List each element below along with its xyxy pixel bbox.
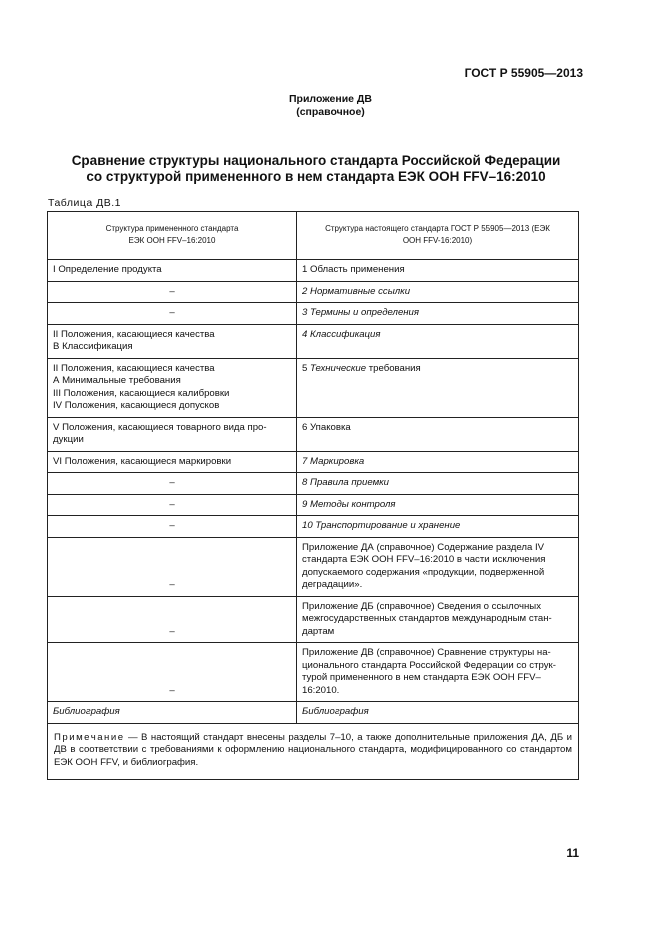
bibliography-right: Библиография [297,702,579,724]
appendix-line: 16:2010. [302,684,340,696]
appendix-line: дартам [302,625,335,637]
left-cell-line: V Положения, касающиеся товарного вида про- [53,421,267,433]
right-cell [297,358,579,417]
right-cell [297,324,579,358]
table-row [48,260,579,282]
left-cell-line: II Положения, касающиеся качества [53,362,215,374]
left-cell-line: А Минимальные требования [53,375,181,386]
right-cell [297,260,579,282]
section-number: 6 [302,421,308,433]
left-cell-line: – [169,498,175,510]
page-number: 11 [566,846,579,860]
left-cell [48,451,297,473]
table-row [48,451,579,473]
table-row [48,417,579,451]
appendix-line: Приложение ДВ (справочное) Сравнение структуры на- [302,647,551,658]
left-cell [48,324,297,358]
table-header-row [48,212,579,260]
left-cell [48,516,297,538]
section-title: Область применения [310,264,405,275]
appendix-line: ционального стандарта Российской Федерации со струк- [302,659,556,671]
section-number: 4 [302,328,308,340]
section-title: Классификация [310,328,381,340]
section-title: Транспортирование и хранение [315,520,461,531]
left-cell [48,303,297,325]
right-cell [297,537,579,596]
title-line-1: Сравнение структуры национального стандарта Российской Федерации [71,153,561,168]
bibliography-row [48,702,579,724]
section-title: Правила приемки [310,477,390,488]
appendix-line: стандарта ЕЭК ООН FFV–16:2010 в части исключения [302,554,546,565]
left-cell [48,473,297,495]
page-title [0,153,632,185]
section-number: 10 [302,520,313,531]
left-cell: – [48,537,297,596]
table-row [48,473,579,495]
table-label: Таблица ДВ.1 [48,197,121,209]
section-number: 1 [302,264,308,275]
right-cell [297,417,579,451]
appendix-line: допускаемого содержания «продукции, подверженной [302,566,545,578]
section-number: 3 [302,307,308,318]
header-right-line-1: Структура настоящего стандарта ГОСТ Р 55905—2013 (ЕЭК [325,224,550,233]
title-line-2: со структурой примененного в нем стандарта ЕЭК ООН FFV–16:2010 [86,169,546,184]
left-cell-line: VI Положения, касающиеся маркировки [53,455,232,467]
appendix-row [48,643,579,702]
left-cell-line: II Положения, касающиеся качества [53,328,215,340]
section-number: 2 [302,285,308,297]
appendix-line: Приложение ДА (справочное) Содержание раздела IV [302,541,545,553]
left-cell-line: – [169,307,175,318]
right-cell [297,451,579,473]
right-cell [297,516,579,538]
appendix-row [48,596,579,643]
section-title: Упаковка [310,421,351,433]
header-left-line-2: ЕЭК ООН FFV–16:2010 [128,236,216,245]
left-cell-line: I Определение продукта [53,264,162,275]
appendix-type: (справочное) [296,106,365,118]
appendix-heading [0,93,661,119]
structure-comparison-table [47,211,579,780]
section-number: 5 [302,362,308,374]
note-row [48,723,579,780]
bibliography-left: Библиография [48,702,297,724]
table-row [48,303,579,325]
appendix-row [48,537,579,596]
right-cell [297,596,579,643]
left-cell-line: – [169,520,175,531]
section-title: требования [368,362,421,374]
appendix-line: турой примененного в нем стандарта ЕЭК ООН FFV– [302,672,541,683]
section-title: Термины и определения [310,307,420,318]
header-right [297,212,579,260]
left-cell [48,494,297,516]
right-cell [297,473,579,495]
document-code: ГОСТ Р 55905—2013 [464,66,583,80]
appendix-line: деградации». [302,579,363,590]
left-cell [48,358,297,417]
left-cell-line: – [169,477,175,488]
header-right-line-2: ООН FFV-16:2010) [402,236,473,245]
appendix-title: Приложение ДВ [289,93,372,105]
header-left-line-1: Структура примененного стандарта [105,224,239,233]
section-number: 9 [302,498,308,510]
right-cell [297,643,579,702]
appendix-line: межгосударственных стандартов международным стан- [302,613,552,624]
table-row [48,494,579,516]
section-title: Методы контроля [310,498,396,510]
section-title-italic: Технические [310,362,367,374]
right-cell [297,303,579,325]
left-cell-line: В Классификация [53,341,133,352]
section-title: Нормативные ссылки [310,285,411,297]
section-number: 8 [302,477,308,488]
table-row [48,324,579,358]
table-row [48,516,579,538]
note-text: — В настоящий стандарт внесены разделы 7–10, а также дополнительные приложения ДА, ДБ и ДВ в соответствии с требованиями к оформлению национального стандарта, модифицированного со стандартом ЕЭК ООН FFV, и библиография. [54,731,572,768]
left-cell [48,281,297,303]
left-cell-line: IV Положения, касающиеся допусков [53,400,220,411]
table-row [48,281,579,303]
table-row [48,358,579,417]
appendix-line: Приложение ДБ (справочное) Сведения о ссылочных [302,600,541,612]
section-number: 7 [302,455,308,467]
right-cell [297,494,579,516]
left-cell: – [48,596,297,643]
note-cell [48,723,579,780]
left-cell [48,417,297,451]
right-cell [297,281,579,303]
note-label: Примечание [54,731,125,743]
left-cell-line: III Положения, касающиеся калибровки [53,387,230,399]
header-left [48,212,297,260]
left-cell: – [48,643,297,702]
left-cell-line: – [169,285,175,297]
left-cell [48,260,297,282]
left-cell-line: дукции [53,434,84,445]
section-title: Маркировка [310,455,365,467]
